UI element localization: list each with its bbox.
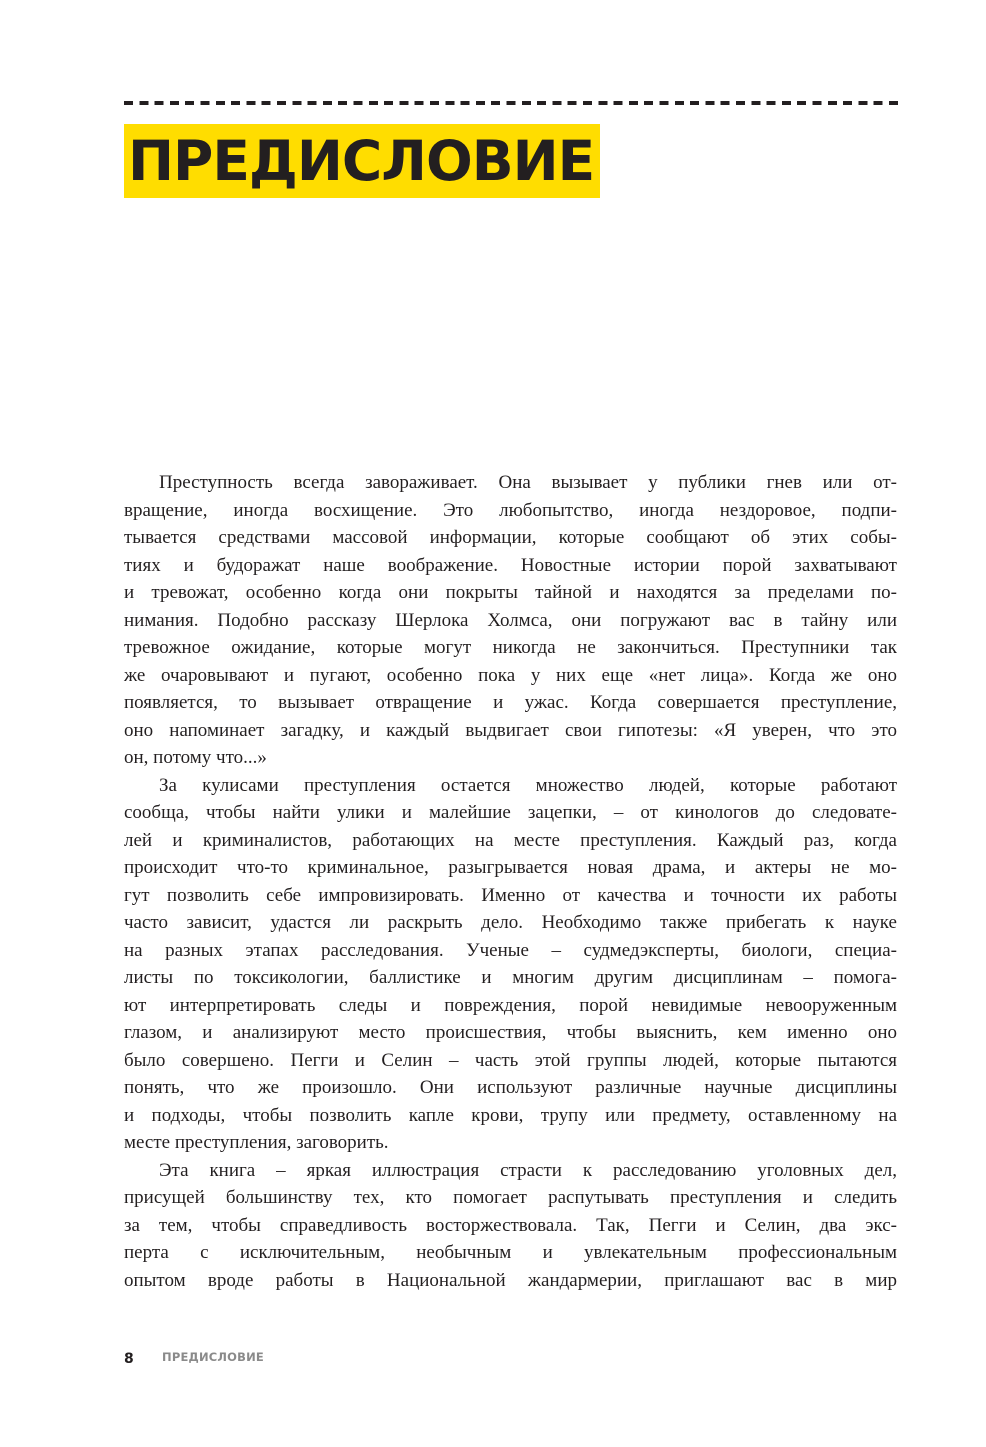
paragraph bbox=[124, 469, 897, 772]
chapter-title: ПРЕДИСЛОВИЕ bbox=[128, 129, 595, 193]
text-line: За кулисами преступления остается множество людей, которые работают bbox=[159, 774, 897, 796]
text-line: листы по токсикологии, баллистике и многим другим дисциплинам – помога- bbox=[124, 967, 897, 988]
text-line: же очаровывают и пугают, особенно пока у них еще «нет лица». Когда же оно bbox=[124, 664, 897, 686]
text-line: гут позволить себе импровизировать. Именно от качества и точности их работы bbox=[124, 884, 897, 906]
text-line: тиях и будоражат наше воображение. Новостные истории порой захватывают bbox=[124, 554, 897, 576]
text-line: и подходы, чтобы позволить капле крови, трупу или предмету, оставленному на bbox=[124, 1104, 897, 1126]
text-line: часто зависит, удастся ли раскрыть дело. Необходимо также прибегать к науке bbox=[124, 912, 897, 933]
text-line: он, потому что...» bbox=[124, 747, 267, 768]
text-line: появляется, то вызывает отвращение и ужас. Когда совершается преступление, bbox=[124, 692, 897, 713]
page-number: 8 bbox=[124, 1351, 134, 1367]
text-line: Преступность всегда завораживает. Она вызывает у публики гнев или от- bbox=[159, 472, 897, 493]
text-line: понять, что же произошло. Они используют различные научные дисциплины bbox=[124, 1077, 897, 1098]
text-line: тывается средствами массовой информации, которые сообщают об этих собы- bbox=[124, 527, 897, 548]
running-title: ПРЕДИСЛОВИЕ bbox=[162, 1350, 264, 1364]
text-line: глазом, и анализируют место происшествия, чтобы выяснить, кем именно оно bbox=[124, 1022, 897, 1043]
text-line: Эта книга – яркая иллюстрация страсти к расследованию уголовных дел, bbox=[159, 1159, 897, 1181]
text-line: ют интерпретировать следы и повреждения, порой невидимые невооруженным bbox=[124, 994, 897, 1016]
chapter-title-highlight bbox=[124, 124, 600, 198]
text-line: было совершено. Пегги и Селин – часть этой группы людей, которые пытаются bbox=[124, 1049, 897, 1071]
text-line: оно напоминает загадку, и каждый выдвигает свои гипотезы: «Я уверен, что это bbox=[124, 719, 897, 741]
text-line: за тем, чтобы справедливость восторжествовала. Так, Пегги и Селин, два экс- bbox=[124, 1214, 897, 1236]
text-line: опытом вроде работы в Национальной жандармерии, приглашают вас в мир bbox=[124, 1269, 897, 1291]
text-line: и тревожат, особенно когда они покрыты тайной и находятся за пределами по- bbox=[124, 582, 897, 603]
text-line: месте преступления, заговорить. bbox=[124, 1132, 389, 1153]
paragraph bbox=[124, 1157, 897, 1295]
text-line: сообща, чтобы найти улики и малейшие зацепки, – от кинологов до следовате- bbox=[124, 802, 897, 823]
page-footer bbox=[124, 1348, 264, 1367]
text-line: происходит что-то криминальное, разыгрывается новая драма, и актеры не мо- bbox=[124, 857, 897, 878]
text-line: тревожное ожидание, которые могут никогда не закончиться. Преступники так bbox=[124, 637, 897, 658]
dashed-rule bbox=[124, 101, 898, 105]
paragraph bbox=[124, 772, 897, 1157]
body-text bbox=[124, 469, 897, 1294]
text-line: лей и криминалистов, работающих на месте преступления. Каждый раз, когда bbox=[124, 829, 897, 851]
text-line: вращение, иногда восхищение. Это любопытство, иногда нездоровое, подпи- bbox=[124, 499, 897, 521]
text-line: присущей большинству тех, кто помогает распутывать преступления и следить bbox=[124, 1187, 897, 1208]
text-line: перта с исключительным, необычным и увлекательным профессиональным bbox=[124, 1242, 897, 1263]
text-line: на разных этапах расследования. Ученые – судмедэксперты, биологи, специа- bbox=[124, 939, 897, 961]
text-line: нимания. Подобно рассказу Шерлока Холмса, они погружают вас в тайну или bbox=[124, 609, 897, 631]
